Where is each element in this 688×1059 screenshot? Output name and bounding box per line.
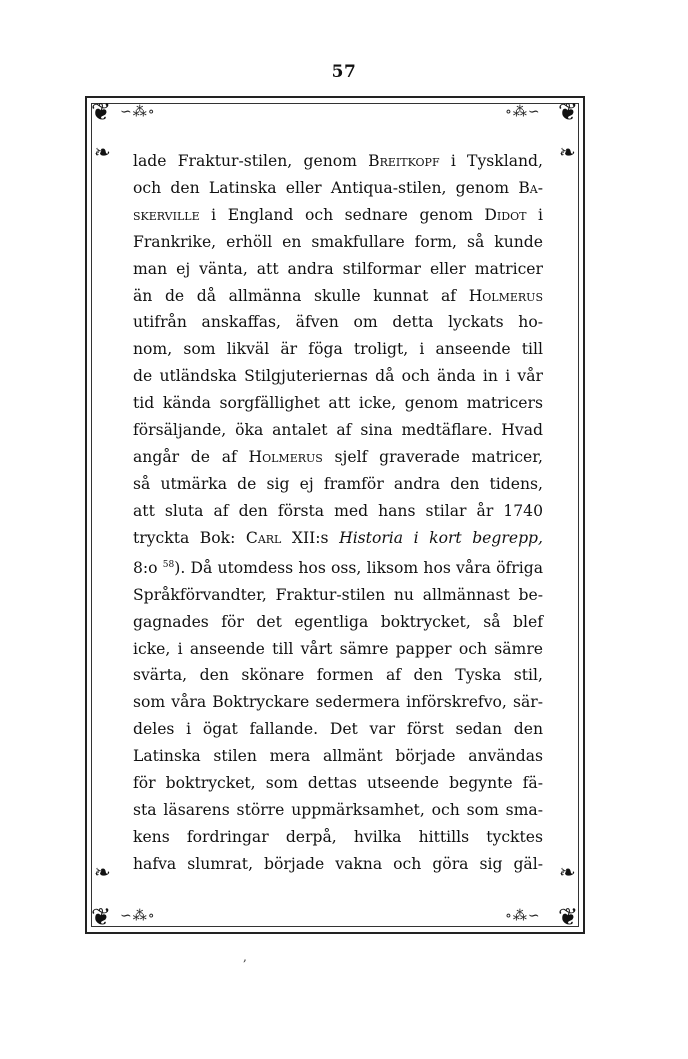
text-line [133,582,543,609]
corner-ornament-icon: ❦ [90,98,112,126]
small-caps-name: Ba- [518,178,543,197]
footnote-reference: 58 [162,559,175,570]
text-run: lade Fraktur-stilen, genom [133,152,369,170]
text-run: 8:o [133,558,163,577]
side-ornament-icon: ❧ [94,860,111,884]
small-caps-name: Carl [245,528,282,547]
text-line [133,417,543,444]
text-line [133,743,543,770]
italic-title: Historia i kort begrepp, [339,528,543,547]
text-run: svärta, den skönare formen af den Tyska stil, [133,666,543,685]
text-run: angår de af [133,447,249,466]
text-run: i [526,205,543,224]
body-text [133,148,543,878]
text-line [133,797,543,824]
text-run: icke, i anseende till vårt sämre papper och sämre [133,639,543,658]
text-run: man ej vänta, att andra stilformar eller matricer [133,259,543,278]
text-run: för boktrycket, som dettas utseende begynte fä- [133,774,543,793]
text-line [133,716,543,743]
text-run: Språkförvandter, Fraktur-stilen nu allmännast be- [133,585,543,604]
side-ornament-icon: ❧ [559,140,576,164]
flourish-ornament-icon: ∘⁂∽ [505,104,541,120]
text-line [133,202,543,229]
text-run: XII:s [281,528,340,547]
text-run: hafva slumrat, började vakna och göra sig gäl- [133,854,543,873]
text-run: deles i ögat fallande. Det var först sedan den [133,720,543,739]
small-caps-name: Didot [484,205,527,224]
small-caps-name: Holmerus [248,447,323,466]
small-caps-name: Holmerus [468,286,543,305]
text-line [133,444,543,471]
text-run: Frankrike, erhöll en smakfullare form, så kunde [133,232,543,251]
text-line [133,525,543,552]
text-line [133,498,543,525]
text-line [133,552,543,582]
text-line [133,824,543,851]
side-ornament-icon: ❧ [559,860,576,884]
stray-mark: , [243,950,247,964]
text-run: sta läsarens större uppmärksamhet, och som sma- [133,800,543,819]
text-run: ). Då utomdess hos oss, liksom hos våra öfriga [174,558,543,577]
text-run: försäljande, öka antalet af sina medtäflare. Hvad [133,421,543,440]
text-line [133,471,543,498]
text-line [133,851,543,878]
corner-ornament-icon: ❦ [557,903,579,931]
flourish-ornament-icon: ∘⁂∽ [505,908,541,924]
text-line [133,662,543,689]
text-line [133,390,543,417]
text-line [133,229,543,256]
text-line [133,363,543,390]
corner-ornament-icon: ❦ [557,98,579,126]
text-line [133,283,543,310]
text-run: gagnades för det egentliga boktrycket, så blef [133,612,543,631]
text-run: de utländska Stilgjuteriernas då och ända in i vår [133,367,543,386]
page-number: 57 [331,62,357,82]
corner-ornament-icon: ❦ [90,903,112,931]
text-run: så utmärka de sig ej framför andra den tidens, [133,474,543,493]
text-line [133,256,543,283]
text-run: att sluta af den första med hans stilar år 1740 [133,501,543,520]
text-line [133,689,543,716]
text-run: tid kända sorgfällighet att icke, genom matricers [133,394,543,413]
text-run: i England och sednare genom [199,205,485,224]
text-run: och den Latinska eller Antiqua-stilen, genom [133,178,519,197]
text-run: som våra Boktryckare sedermera införskrefvo, sär- [133,693,543,712]
flourish-ornament-icon: ∽⁂∘ [120,104,156,120]
text-run: tryckta Bok: [133,528,246,547]
text-run: i Tyskland, [439,152,543,170]
flourish-ornament-icon: ∽⁂∘ [120,908,156,924]
text-line [133,148,543,175]
text-line [133,609,543,636]
text-line [133,336,543,363]
small-caps-name: skerville [133,205,200,224]
small-caps-name: Breitkopf [368,152,440,170]
text-run: Latinska stilen mera allmänt började användas [133,747,543,766]
text-line [133,636,543,663]
text-run: än de då allmänna skulle kunnat af [133,286,469,305]
side-ornament-icon: ❧ [94,140,111,164]
text-line [133,309,543,336]
text-run: utifrån anskaffas, äfven om detta lyckats ho- [133,313,543,332]
text-line [133,175,543,202]
text-run: sjelf graverade matricer, [322,447,543,466]
text-run: nom, som likväl är föga troligt, i anseende till [133,340,543,359]
text-line [133,770,543,797]
text-run: kens fordringar derpå, hvilka hittills tycktes [133,827,543,846]
